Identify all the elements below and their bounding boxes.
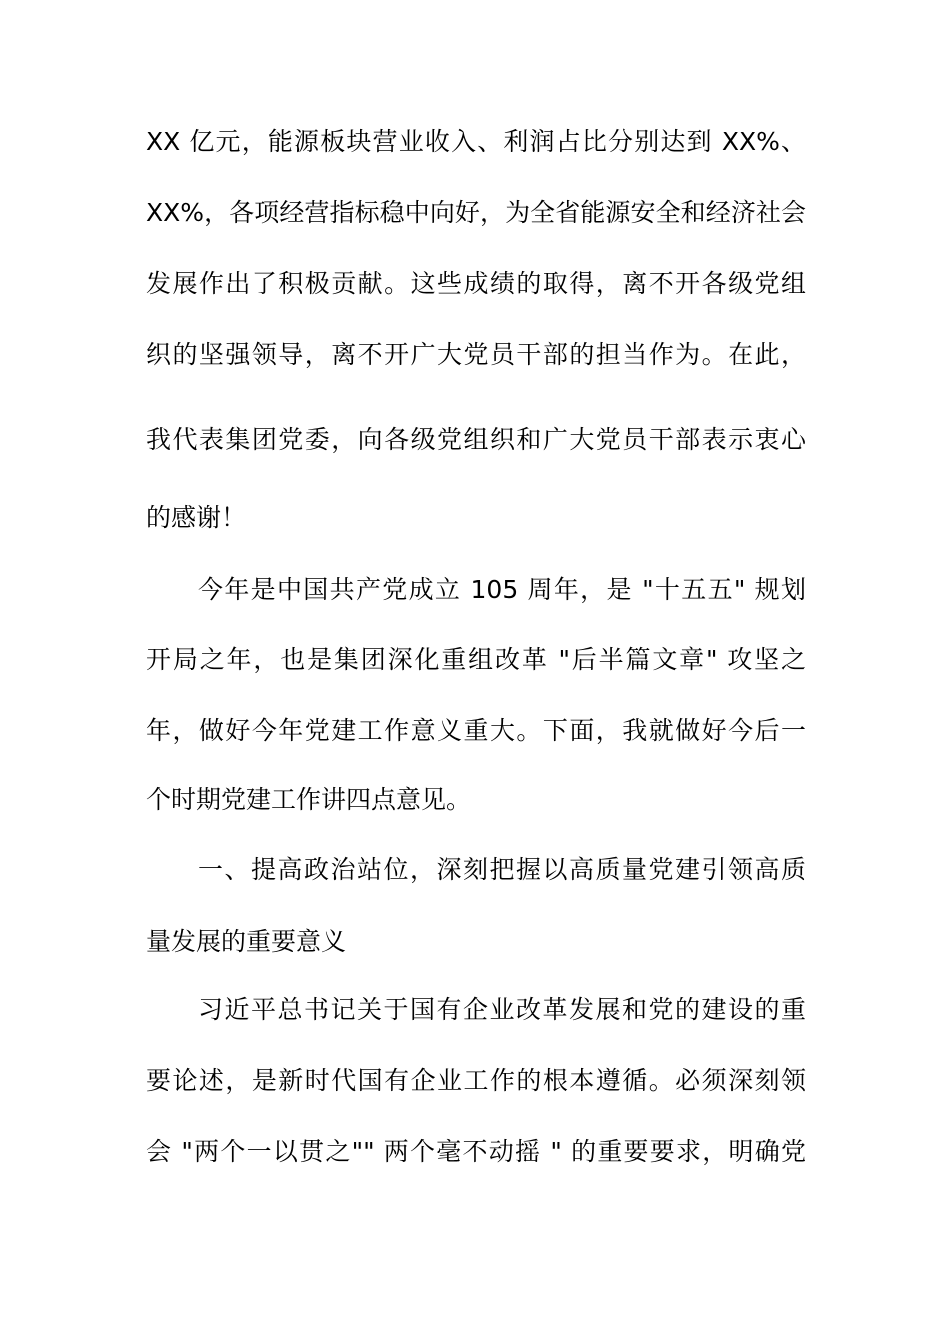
text-line: 习近平总书记关于国有企业改革发展和党的建设的重 [198, 995, 806, 1024]
text-line: 开局之年，也是集团深化重组改革 "后半篇文章" 攻坚之 [146, 645, 806, 674]
text-line: 个时期党建工作讲四点意见。 [146, 785, 472, 814]
text-line: 发展作出了积极贡献。这些成绩的取得，离不开各级党组 [146, 269, 806, 298]
text-line: 的感谢！ [146, 503, 247, 532]
text-line: 今年是中国共产党成立 105 周年，是 "十五五" 规划 [198, 575, 806, 604]
text-line: XX 亿元，能源板块营业收入、利润占比分别达到 XX%、 [146, 127, 806, 156]
text-line: XX%，各项经营指标稳中向好，为全省能源安全和经济社会 [146, 198, 806, 227]
text-line: 量发展的重要意义 [146, 927, 347, 956]
text-line: 织的坚强领导，离不开广大党员干部的担当作为。在此， [146, 340, 806, 369]
text-line: 要论述，是新时代国有企业工作的根本遵循。必须深刻领 [146, 1066, 806, 1095]
text-line: 我代表集团党委，向各级党组织和广大党员干部表示衷心 [146, 425, 806, 454]
text-line: 年，做好今年党建工作意义重大。下面，我就做好今后一 [146, 716, 806, 745]
text-line: 会 "两个一以贯之"" 两个毫不动摇 " 的重要要求，明确党 [146, 1137, 806, 1166]
text-line: 一、提高政治站位，深刻把握以高质量党建引领高质 [198, 855, 806, 884]
